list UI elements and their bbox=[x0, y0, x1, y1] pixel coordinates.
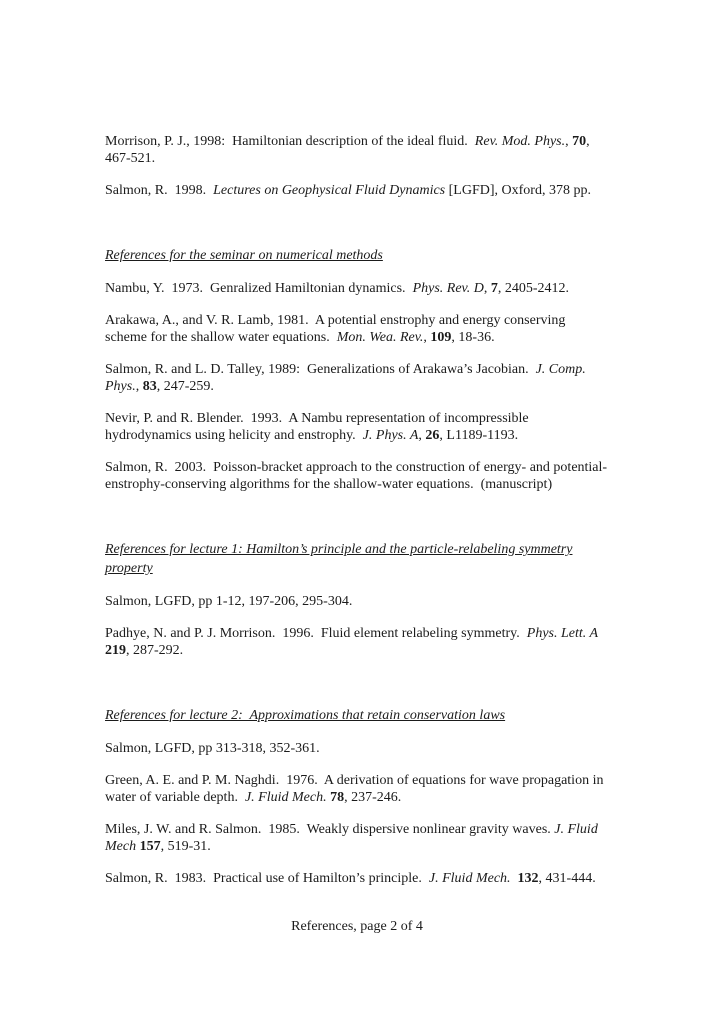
reference-entry-arakawa-lamb-1981: Arakawa, A., and V. R. Lamb, 1981. A potential enstrophy and energy conserving scheme for the shallow water equations. Mon. Wea. Rev., 109, 18-36. bbox=[105, 313, 566, 345]
reference-entry-salmon-2003: Salmon, R. 2003. Poisson-bracket approach to the construction of energy- and potential- enstrophy-conserving algorithms for the shallow-water equations. (manuscript) bbox=[105, 460, 608, 492]
page-footer-text: References, page 2 of 4 bbox=[291, 919, 423, 933]
reference-entry-nevir-blender-1993: Nevir, P. and R. Blender. 1993. A Nambu representation of incompressible hydrodynamics using helicity and enstrophy. J. Phys. A, 26, L1189-1193. bbox=[105, 411, 529, 443]
section-heading-lecture-2: References for lecture 2: Approximations that retain conservation laws bbox=[105, 708, 506, 723]
reference-entry-nambu-1973: Nambu, Y. 1973. Genralized Hamiltonian dynamics. Phys. Rev. D, 7, 2405-2412. bbox=[105, 281, 569, 296]
reference-entry-salmon-1998-lgfd: Salmon, R. 1998. Lectures on Geophysical Fluid Dynamics [LGFD], Oxford, 378 pp. bbox=[105, 183, 591, 198]
section-heading-lecture-1: References for lecture 1: Hamilton’s principle and the particle-relabeling symmetry property bbox=[105, 542, 573, 576]
reference-entry-salmon-lgfd-pp313: Salmon, LGFD, pp 313-318, 352-361. bbox=[105, 741, 320, 756]
section-heading-seminar-numerical-methods: References for the seminar on numerical methods bbox=[105, 248, 383, 263]
references-content bbox=[105, 133, 642, 902]
reference-entry-green-naghdi-1976: Green, A. E. and P. M. Naghdi. 1976. A derivation of equations for wave propagation in water of variable depth. J. Fluid Mech. 78, 237-246. bbox=[105, 773, 604, 805]
reference-entry-miles-salmon-1985: Miles, J. W. and R. Salmon. 1985. Weakly dispersive nonlinear gravity waves. J. Fluid Mech 157, 519-31. bbox=[105, 822, 598, 854]
reference-entry-salmon-talley-1989: Salmon, R. and L. D. Talley, 1989: Generalizations of Arakawa’s Jacobian. J. Comp. Phys., 83, 247-259. bbox=[105, 362, 586, 394]
reference-entry-salmon-lgfd-pp1: Salmon, LGFD, pp 1-12, 197-206, 295-304. bbox=[105, 594, 353, 609]
reference-entry-salmon-1983: Salmon, R. 1983. Practical use of Hamilton’s principle. J. Fluid Mech. 132, 431-444. bbox=[105, 871, 596, 886]
reference-entry-padhye-morrison-1996: Padhye, N. and P. J. Morrison. 1996. Fluid element relabeling symmetry. Phys. Lett. A 219, 287-292. bbox=[105, 626, 599, 658]
reference-entry-morrison-1998: Morrison, P. J., 1998: Hamiltonian description of the ideal fluid. Rev. Mod. Phys., 70, 467-521. bbox=[105, 134, 590, 166]
